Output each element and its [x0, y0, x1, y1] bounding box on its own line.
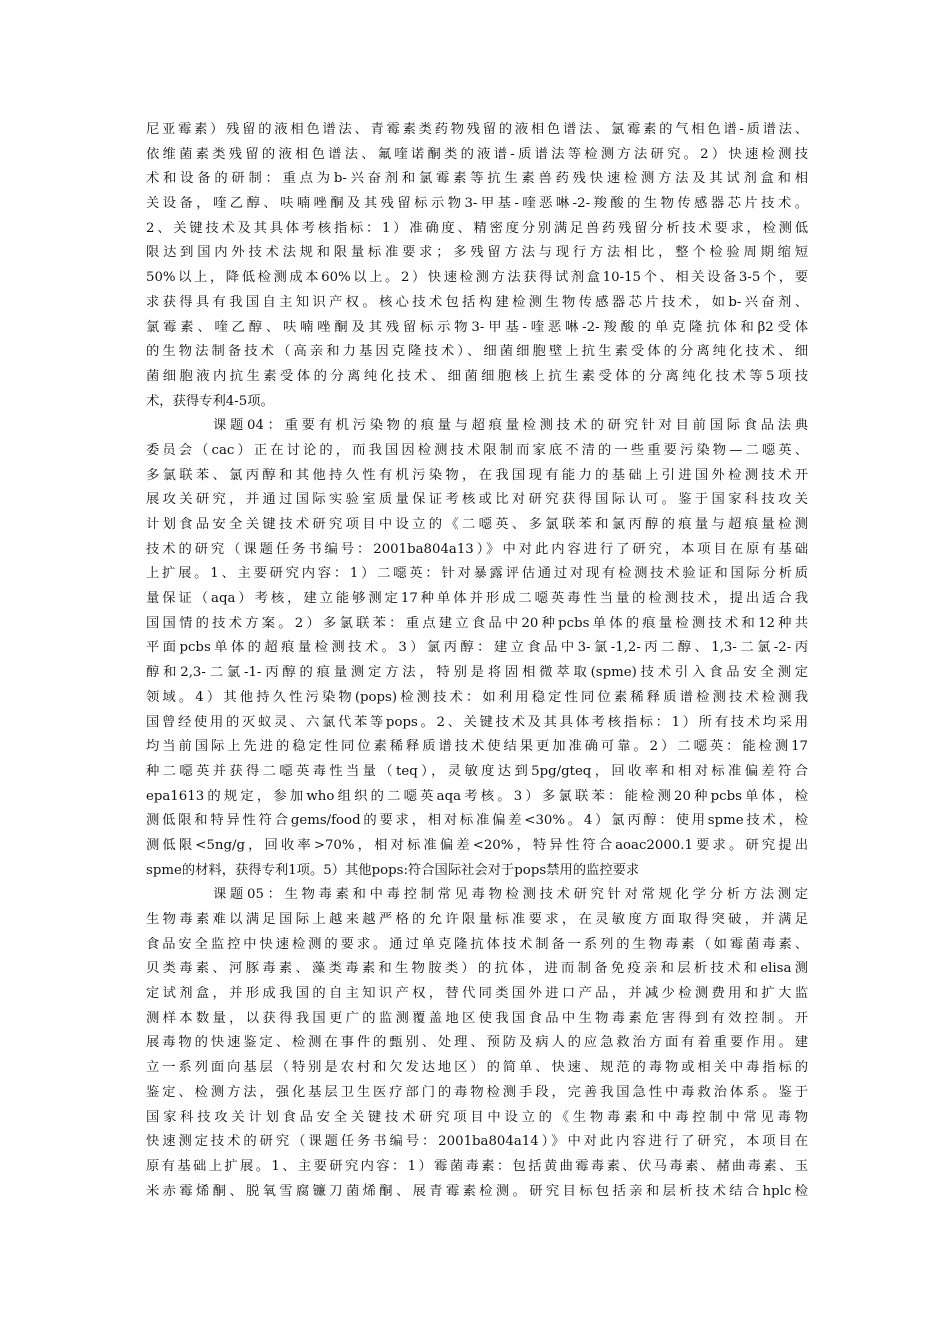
text-line: 氯霉素、喹乙醇、呋喃唑酮及其残留标示物3-甲基-喹恶啉-2-羧酸的单克隆抗体和β2受体 — [146, 319, 808, 335]
text-line: 均当前国际上先进的稳定性同位素稀释质谱技术使结果更加准确可靠。2）二噁英：能检测17 — [146, 739, 808, 755]
text-line: 快速测定技术的研究（课题任务书编号：2001ba804a14）》中对此内容进行了研究，本项目在 — [146, 1134, 808, 1150]
text-line: 的生物法制备技术（高亲和力基因克隆技术）、细菌细胞壁上抗生素受体的分离纯化技术、细 — [146, 344, 808, 360]
text-line: 领域。4）其他持久性污染物(pops)检测技术：如利用稳定性同位素稀释质谱检测技术检测我 — [146, 689, 808, 705]
text-line: 贝类毒素、河豚毒素、藻类毒素和生物胺类）的抗体，进而制备免疫亲和层析技术和elisa测 — [146, 961, 808, 977]
text-line: 术和设备的研制：重点为b-兴奋剂和氯霉素等抗生素兽药残快速检测方法及其试剂盒和相 — [146, 171, 808, 187]
text-line: 关设备，喹乙醇、呋喃唑酮及其残留标示物3-甲基-喹恶啉-2-羧酸的生物传感器芯片技术。 — [146, 196, 808, 212]
paragraph-topic-05 — [146, 883, 808, 1204]
text-line: 上扩展。1、主要研究内容：1）二噁英：针对暴露评估通过对现有检测技术验证和国际分析质 — [146, 566, 808, 582]
text-line: 测低限和特异性符合gems/food的要求，相对标准偏差<30%。4）氯丙醇：使用spme技术，检 — [146, 813, 808, 829]
text-line: 醇和2,3-二氯-1-丙醇的痕量测定方法，特别是将固相微萃取(spme)技术引入食品安全测定 — [146, 665, 808, 681]
text-line: epa1613的规定，参加who组织的二噁英aqa考核。3）多氯联苯：能检测20种pcbs单体，检 — [146, 788, 808, 804]
paragraph-topic-04 — [146, 414, 808, 883]
document-page — [146, 118, 808, 1204]
text-line: 委员会（cac）正在讨论的，而我国因检测技术限制而家底不清的一些重要污染物—二噁英、 — [146, 442, 808, 458]
text-line: 尼亚霉素）残留的液相色谱法、青霉素类药物残留的液相色谱法、氯霉素的气相色谱-质谱法、 — [146, 122, 808, 137]
paragraph-veterinary-residue — [146, 118, 808, 414]
paragraph-heading-line: 课题05：生物毒素和中毒控制常见毒物检测技术研究针对常规化学分析方法测定 — [213, 887, 808, 903]
text-line: 鉴定、检测方法，强化基层卫生医疗部门的毒物检测手段，完善我国急性中毒救治体系。鉴于 — [146, 1084, 808, 1100]
text-line: 种二噁英并获得二噁英毒性当量（teq），灵敏度达到5pg/gteq，回收率和相对标准偏差符合 — [146, 763, 808, 779]
text-line: 技术的研究（课题任务书编号：2001ba804a13）》中对此内容进行了研究，本项目在原有基础 — [146, 541, 808, 557]
text-line: 50%以上，降低检测成本60%以上。2）快速检测方法获得试剂盒10-15个、相关设备3-5个，要 — [146, 270, 808, 286]
text-line: 2、关键技术及其具体考核指标：1）准确度、精密度分别满足兽药残留分析技术要求，检测低 — [146, 220, 808, 236]
text-line: 限达到国内外技术法规和限量标准要求；多残留方法与现行方法相比，整个检验周期缩短 — [146, 245, 808, 261]
text-line: 多氯联苯、氯丙醇和其他持久性有机污染物，在我国现有能力的基础上引进国外检测技术开 — [146, 467, 808, 483]
text-line: 国国情的技术方案。2）多氯联苯：重点建立食品中20种pcbs单体的痕量检测技术和12种共 — [146, 615, 808, 631]
text-line: 术，获得专利4-5项。 — [146, 393, 274, 409]
text-line: 生物毒素难以满足国际上越来越严格的允许限量标准要求，在灵敏度方面取得突破，并满足 — [146, 912, 808, 927]
text-line: 依维菌素类残留的液相色谱法、氟喹诺酮类的液谱-质谱法等检测方法研究。2）快速检测技 — [146, 146, 808, 162]
paragraph-heading-line: 课题04：重要有机污染物的痕量与超痕量检测技术的研究针对目前国际食品法典 — [213, 418, 808, 434]
text-line: 量保证（aqa）考核，建立能够测定17种单体并形成二噁英毒性当量的检测技术，提出适合我 — [146, 591, 808, 607]
text-line: 展攻关研究，并通过国际实验室质量保证考核或比对研究获得国际认可。鉴于国家科技攻关 — [146, 492, 808, 508]
text-line: spme的材料，获得专利1项。5）其他pops:符合国际社会对于pops禁用的监控要求 — [146, 862, 640, 878]
text-line: 米赤霉烯酮、脱氧雪腐镰刀菌烯酮、展青霉素检测。研究目标包括亲和层析技术结合hplc检 — [146, 1183, 808, 1199]
text-line: 菌细胞液内抗生素受体的分离纯化技术、细菌细胞核上抗生素受体的分离纯化技术等5项技 — [146, 368, 808, 384]
text-line: 原有基础上扩展。1、主要研究内容：1）霉菌毒素：包括黄曲霉毒素、伏马毒素、赭曲毒素、玉 — [146, 1158, 808, 1174]
text-line: 计划食品安全关键技术研究项目中设立的《二噁英、多氯联苯和氯丙醇的痕量与超痕量检测 — [146, 517, 808, 532]
text-line: 食品安全监控中快速检测的要求。通过单克隆抗体技术制备一系列的生物毒素（如霉菌毒素、 — [146, 936, 808, 952]
text-line: 求获得具有我国自主知识产权。核心技术包括构建检测生物传感器芯片技术，如b-兴奋剂、 — [146, 294, 808, 310]
text-line: 国家科技攻关计划食品安全关键技术研究项目中设立的《生物毒素和中毒控制中常见毒物 — [146, 1109, 808, 1125]
text-line: 测低限<5ng/g，回收率>70%，相对标准偏差<20%，特异性符合aoac2000.1要求。研究提出 — [146, 837, 808, 853]
text-line: 定试剂盒，并形成我国的自主知识产权，替代同类国外进口产品，并减少检测费用和扩大监 — [146, 986, 808, 1002]
text-line: 测样本数量，以获得我国更广的监测覆盖地区使我国食品中生物毒素危害得到有效控制。开 — [146, 1010, 808, 1026]
text-line: 立一系列面向基层（特别是农村和欠发达地区）的简单、快速、规范的毒物或相关中毒指标的 — [146, 1060, 808, 1076]
text-line: 平面pcbs单体的超痕量检测技术。3）氯丙醇：建立食品中3-氯-1,2-丙二醇、1,3-二氯-2-丙 — [146, 640, 808, 656]
text-line: 国曾经使用的灭蚁灵、六氯代苯等pops。2、关键技术及其具体考核指标：1）所有技术均采用 — [146, 714, 808, 730]
text-line: 展毒物的快速鉴定、检测在事件的甄别、处理、预防及病人的应急救治方面有着重要作用。建 — [146, 1035, 808, 1051]
